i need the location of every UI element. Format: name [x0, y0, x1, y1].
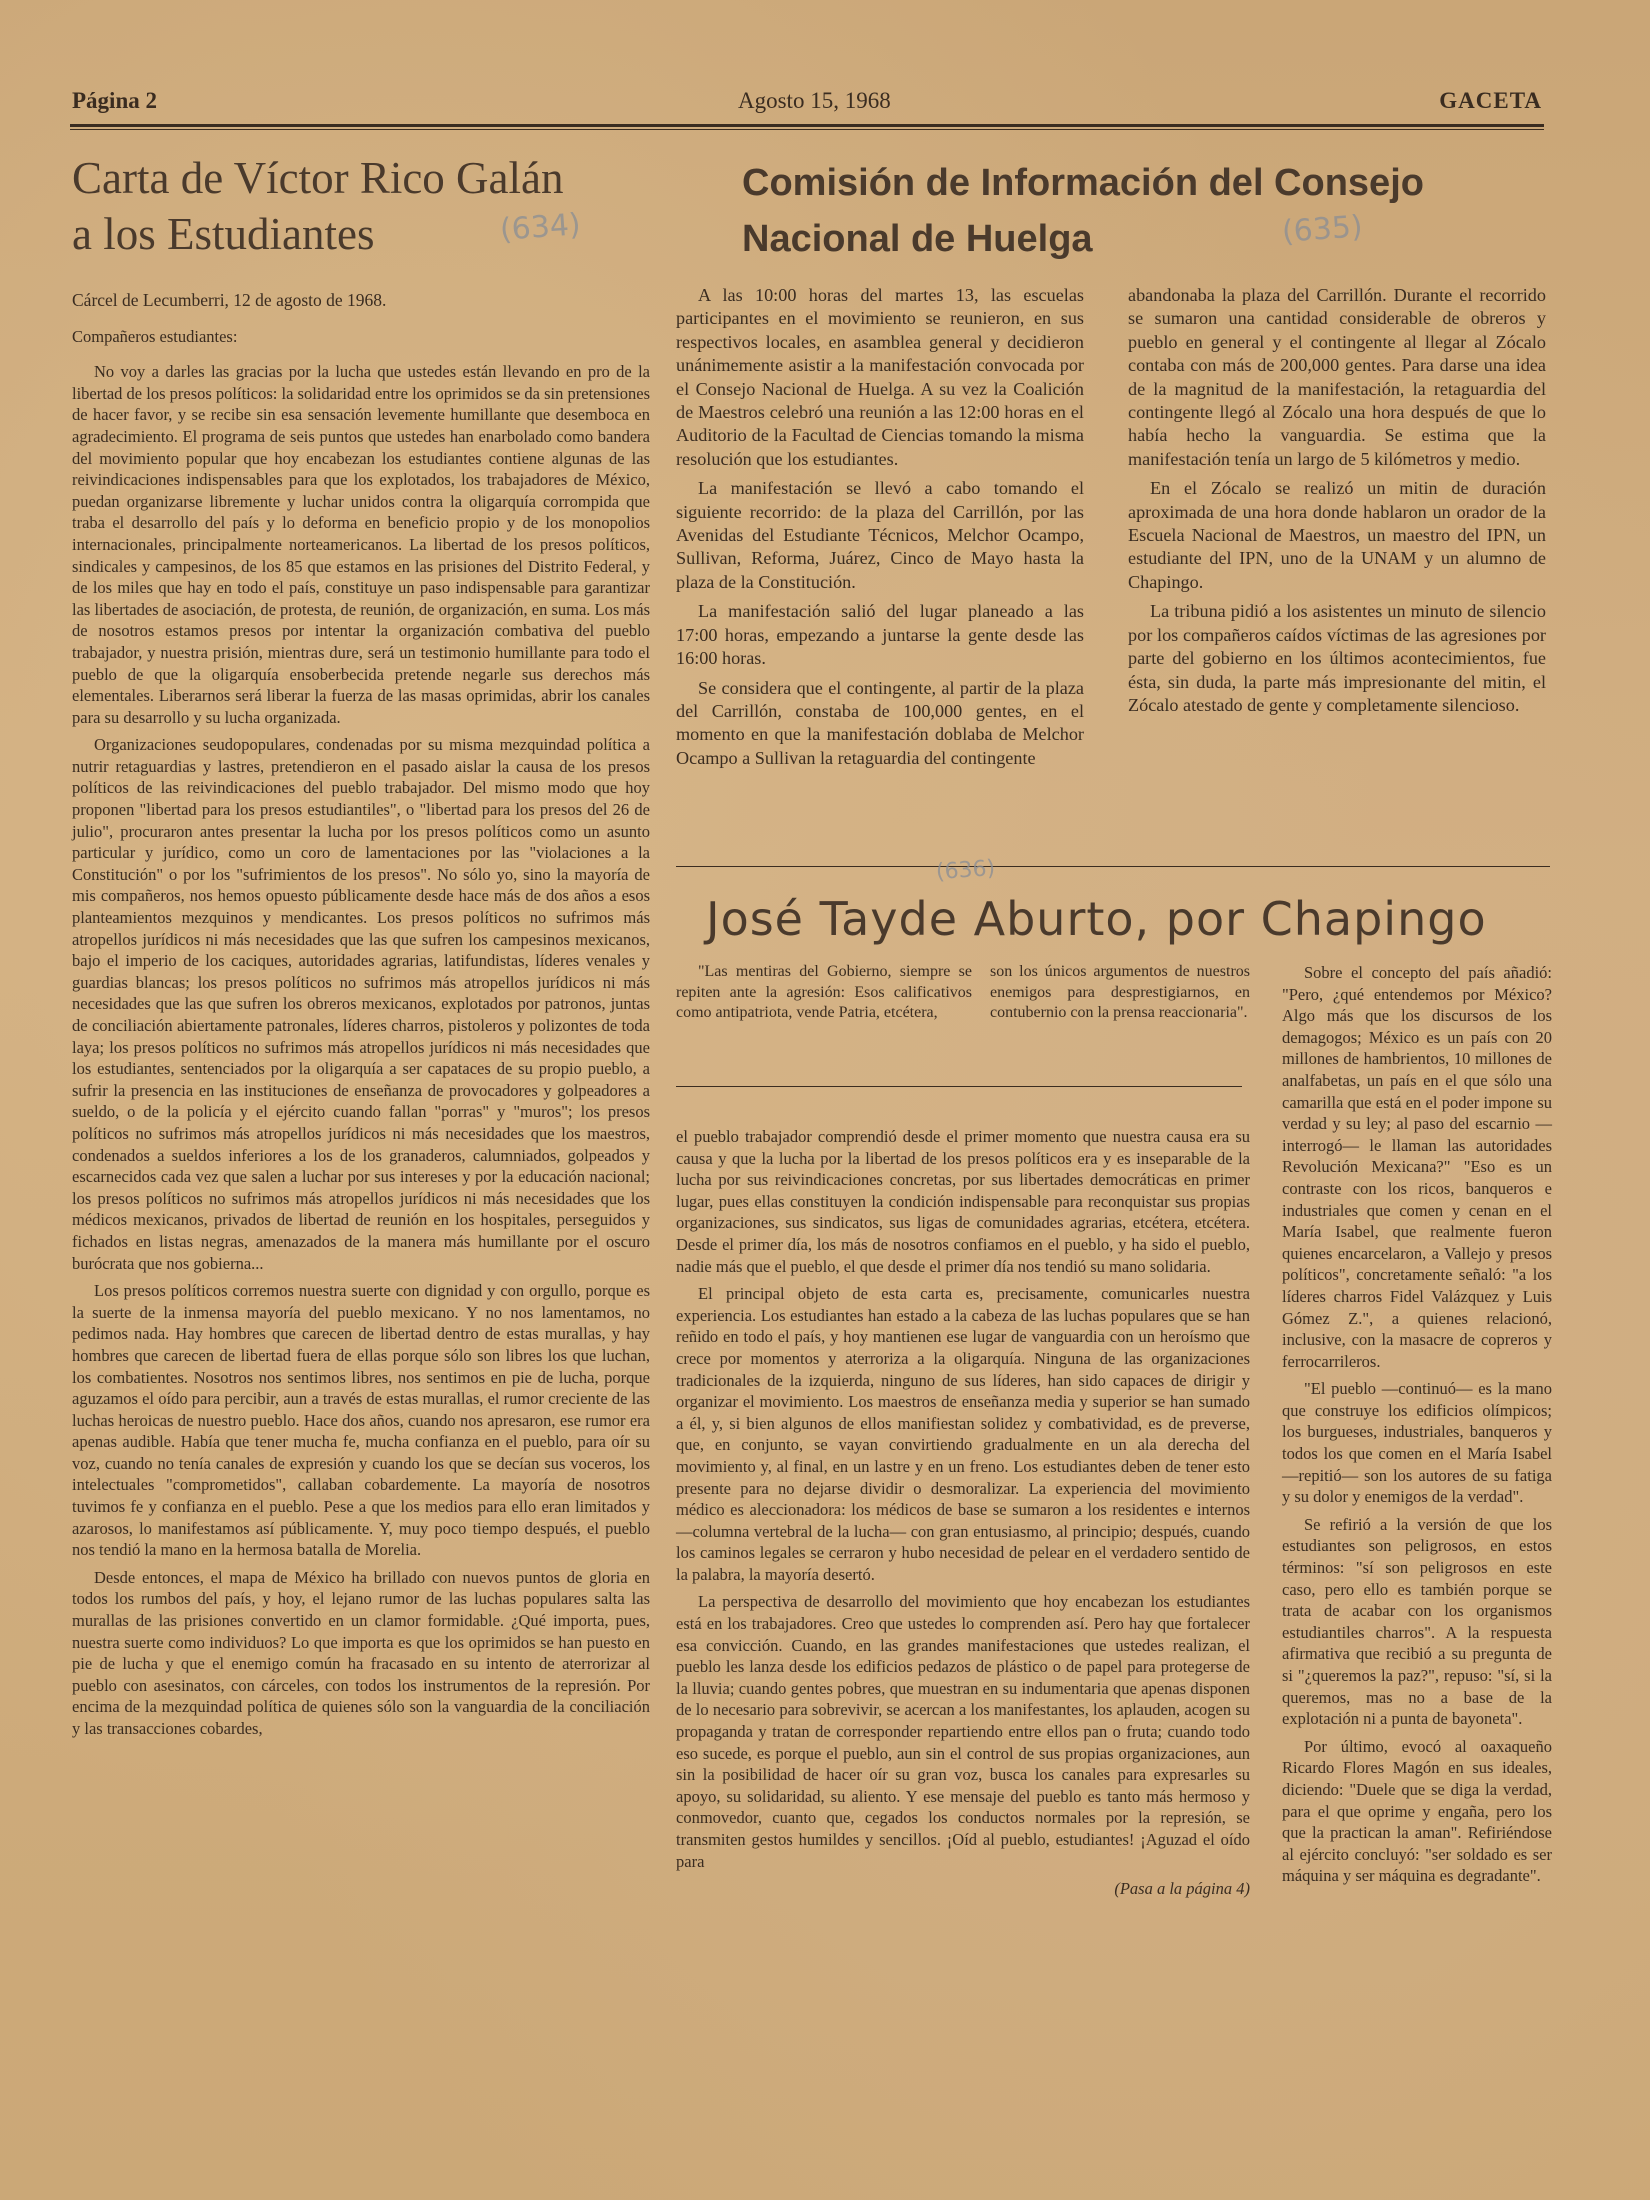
article-title-carta: [72, 150, 672, 262]
header-rule-thin: [70, 129, 1544, 130]
tayde-quote-1: [676, 962, 972, 1030]
carta-continuation: [676, 1126, 1250, 1906]
pencil-annotation: (636): [935, 855, 996, 886]
salutation: Compañeros estudiantes:: [72, 326, 238, 346]
masthead-name: GACETA: [1439, 88, 1542, 113]
paragraph: abandonaba la plaza del Carrillón. Durante el recorrido se sumaron una cantidad considerable de obreros y pueblo en general y el contingente al llegar al Zócalo contaba con más de 200,000 gentes. Para darse una idea de la magnitud de la manifestación, la retaguardia del contingente llegó al Zócalo una hora después de que lo había hecho la vanguardia. Se estima que la manifestación tenía un largo de 5 kilómetros y medio.: [1128, 285, 1546, 469]
paragraph: A las 10:00 horas del martes 13, las escuelas participantes en el movimiento se reunieron, en sus respectivos locales, en asamblea general y decidieron unánimemente asistir a la manifestación convocada por el Consejo Nacional de Huelga. A su vez la Coalición de Maestros celebró una reunión a las 12:00 horas en el Auditorio de la Facultad de Ciencias tomando la misma resolución que los estudiantes.: [676, 285, 1084, 469]
paragraph: el pueblo trabajador comprendió desde el primer momento que nuestra causa era su causa y que la lucha por la libertad de los presos políticos era y es inseparable de la lucha por sus reivindicaciones concretas, por sus libertades democráticas en primer lugar, pues ellas constituyen la condición indispensable para reconquistar sus propias organizaciones, sus sindicatos, sus ligas de comunidades agrarias, etcétera, etcétera. Desde el primer día, los más de nosotros confiamos en el pueblo, y ha sido el pueblo, nadie más que el pueblo, el que desde el primer día nos tendió su mano solidaria.: [676, 1127, 1250, 1276]
paragraph: El principal objeto de esta carta es, precisamente, comunicarles nuestra experiencia. Los estudiantes han estado a la cabeza de las luchas populares que se han reñido en todo el país, y hoy mantienen ese lugar de vanguardia con un heroísmo que crece por momentos y aterroriza a la oligarquía. Ninguna de las organizaciones tradicionales de la izquierda, ninguno de sus líderes, han sido capaces de dirigir y organizar el movimiento. Los maestros de enseñanza media y superior se han sumado a él, y, si bien algunos de ellos manifiestan solidez y combatividad, es de preverse, que, en conjunto, se vayan convirtiendo gradualmente en un ala derecha del movimiento y, al final, en un lastre y en un freno. Los estudiantes deben de tener esto presente para no dejarse dividir o desmoralizar. La experiencia del movimiento médico es aleccionadora: los médicos de base se sumaron a los residentes e internos —columna vertebral de la lucha— con gran entusiasmo, al principio; después, cuando los caminos legales se cerraron y hubo necesidad de pelear en el verdadero sentido de la palabra, la mayoría desertó.: [676, 1284, 1250, 1584]
paragraph: Desde entonces, el mapa de México ha brillado con nuevos puntos de gloria en todos los rumbos del país, y hoy, el lejano rumor de las luchas populares salta las murallas de las prisiones convertido en un clamor formidable. ¿Qué importa, pues, nuestra suerte como individuos? Lo que importa es que los oprimidos se han puesto en pie de lucha y que el enemigo común ha fracasado en su intento de aterrorizar al pueblo con asesinatos, con cárceles, con todos los instrumentos de la represión. Por encima de la mezquindad política de quienes sólo son la vanguardia de la conciliación y las transacciones cobardes,: [72, 1567, 650, 1738]
paragraph: son los únicos argumentos de nuestros enemigos para desprestigiarnos, en contubernio con la prensa reaccionaria".: [990, 963, 1250, 1021]
issue-date: Agosto 15, 1968: [738, 88, 891, 113]
paragraph: Se refirió a la versión de que los estudiantes son peligrosos, en estos términos: "sí son peligrosos en este caso, pero ello es también porque se trata de acabar con los organismos estudiantiles charros". A la respuesta afirmativa que recibió a su pregunta de si "¿queremos la paz?", repuso: "sí, si la queremos, mas no a base de la explotación ni a punta de bayoneta".: [1282, 1514, 1552, 1729]
paragraph: Organizaciones seudopopulares, condenadas por su misma mezquindad política a nutrir retaguardias y lastres, pretendieron en el pasado aislar la causa de los presos políticos de las reivindicaciones del pueblo trabajador. Del mismo modo que hoy proponen "libertad para los presos estudiantiles", o "libertad para los presos del 26 de julio", procuraron antes presentar la lucha por los presos políticos como un asunto particular y jurídico, como un coro de lamentaciones por las "violaciones a la Constitución" o por los "sufrimientos de los presos". No sólo yo, sino la mayoría de mis compañeros, nos hemos opuesto públicamente desde hace más de dos años a esos planteamientos mezquinos y mendicantes. Los presos políticos no sufrimos más atropellos jurídicos ni más necesidades que las que sufren los campesinos mexicanos, bajo el imperio de los caciques, autoridades agrarias, latifundistas, líderes venales y guardias blancas; los presos políticos no sufrimos más atropellos jurídicos ni más necesidades que las que sufren los obreros mexicanos, explotados por patronos, juntas de conciliación abiertamente patronales, líderes charros, pistoleros y polizontes de toda laya; los presos políticos no sufrimos más atropellos jurídicos ni más necesidades que los estudiantes, sentenciados por la oligarquía a ser capataces de su propio pueblo, a sufrir la presencia en las instituciones de enseñanza de provocadores y golpeadores a sueldo, o de la policía y el ejército cuando fallan "porras" y "muros"; los presos políticos no sufrimos más atropellos jurídicos ni más necesidades que los maestros, condenados a sueldos inferiores a los de los granaderos, calumniados, golpeados y escarnecidos cada vez que salen a luchar por sus intereses y por la educación nacional; los presos políticos no sufrimos más atropellos jurídicos ni más necesidades que los médicos mexicanos, privados de libertad de reunión en los hospitales, perseguidos y fichados en listas negras, amenazados de la manera más humillante por el oscuro burócrata que nos gobierna...: [72, 735, 650, 1273]
section-divider: [676, 1086, 1242, 1087]
paragraph: No voy a darles las gracias por la lucha que ustedes están llevando en pro de la libertad de los presos políticos: la solidaridad entre los oprimidos se da sin pretensiones de hacer favor, y se recibe sin esa sensación levemente humillante que desemboca en agradecimiento. El programa de seis puntos que ustedes han enarbolado como bandera del movimiento popular que hoy encabezan los estudiantes contiene algunas de las reivindicaciones indispensables para que los explotados, los trabajadores de México, puedan organizarse libremente y luchar unidos contra la oligarquía corrompida que traba el desarrollo del país y lo deforma en beneficio propio y de los monopolios internacionales, principalmente norteamericanos. La libertad de los presos políticos, sindicales y campesinos, de los 85 que estamos en las prisiones del Distrito Federal, y de los miles que hay en todo el país, constituye un paso indispensable para garantizar las libertades de asociación, de protesta, de reunión, de organización, en suma. Los más de nosotros estamos presos por intentar la organización combativa del pueblo trabajador, y nuestra prisión, mientras dure, será un testimonio humillante para todo el pueblo de que la oligarquía ensoberbecida pretende negarle sus derechos más elementales. Liberarnos será liberar la fuerza de las masas oprimidas, abrir los canales para su desarrollo y su lucha organizada.: [72, 362, 650, 727]
jump-line: (Pasa a la página 4): [1114, 1879, 1250, 1899]
section-divider: [676, 866, 1550, 867]
dateline: Cárcel de Lecumberri, 12 de agosto de 1968.: [72, 290, 387, 310]
paragraph: Sobre el concepto del país añadió: "Pero, ¿qué entendemos por México? Algo más que los discursos de los demagogos; México es un país con 20 millones de hambrientos, 10 millones de analfabetas, un país en el que sólo una camarilla que está en el poder impone su verdad y su ley; al paso del escarnio —interrogó— le llaman las autoridades Revolución Mexicana?" "Eso es un contraste con los ricos, banqueros e industriales que comen y cenan en el María Isabel, que realmente fueron quienes encarcelaron, a Vallejo y presos políticos", concretamente señaló: "a los líderes charros Fidel Valázquez y Luis Gómez Z.", a quienes relacionó, inclusive, con la masacre de copreros y ferrocarrileros.: [1282, 963, 1552, 1371]
page-number: Página 2: [72, 88, 157, 113]
paragraph: Por último, evocó al oaxaqueño Ricardo Flores Magón en sus ideales, diciendo: "Duele que se diga la verdad, para el que oprime y engaña, pero los que la practican la aman". Refiriéndose al ejército concluyó: "ser soldado es ser máquina y ser máquina es degradante".: [1282, 1736, 1552, 1886]
paragraph: Se considera que el contingente, al partir de la plaza del Carrillón, constaba de 100,000 gentes, en el momento en que la manifestación doblaba de Melchor Ocampo a Sullivan la retaguardia del contingente: [676, 677, 1084, 768]
paragraph: La manifestación se llevó a cabo tomando el siguiente recorrido: de la plaza del Carrillón, por las Avenidas del Estudiante Técnicos, Melchor Ocampo, Sullivan, Reforma, Juárez, Cinco de Mayo hasta la plaza de la Constitución.: [676, 478, 1084, 592]
article-title-tayde: José Tayde Aburto, por Chapingo: [706, 892, 1487, 946]
title-line: Nacional de Huelga: [742, 218, 1093, 260]
article-title-comision: [742, 155, 1522, 267]
comision-column-1: [676, 284, 1084, 776]
paragraph: "El pueblo —continuó— es la mano que construye los edificios olímpicos; los burgueses, industriales, banqueros y todos los que comen en el María Isabel —repitió— son los autores de su fatiga y su dolor y enemigos de la verdad".: [1282, 1379, 1552, 1507]
carta-column: [72, 290, 650, 1746]
paragraph: "Las mentiras del Gobierno, siempre se repiten ante la agresión: Esos calificativos como antipatriota, vende Patria, etcétera,: [676, 963, 972, 1021]
tayde-quote-2: [990, 962, 1250, 1030]
pencil-annotation: (635): [1280, 209, 1364, 250]
pencil-annotation: (634): [498, 207, 582, 248]
title-line: Comisión de Información del Consejo: [742, 162, 1424, 204]
header-rule: [70, 124, 1544, 127]
paragraph: La manifestación salió del lugar planeado a las 17:00 horas, empezando a juntarse la gente desde las 16:00 horas.: [676, 601, 1084, 669]
paragraph: Los presos políticos corremos nuestra suerte con dignidad y con orgullo, porque es la suerte de la inmensa mayoría del pueblo mexicano. Y no nos lamentamos, no pedimos nada. Hay hombres que carecen de libertad dentro de estas murallas, y hay hombres que carecen de libertad fuera de ellas porque sólo son libres los que luchan, los combatientes. Nosotros nos sentimos libres, nos sentimos en pie de lucha, porque aguzamos el oído para percibir, aun a través de estas murallas, el rumor creciente de las luchas heroicas de nuestro pueblo. Hace dos años, cuando nos apresaron, ese rumor era apenas audible. Había que tener mucha fe, mucha confianza en el pueblo, para oír su voz, cuando no tenía canales de expresión y cuando los que se decían sus voceros, los intelectuales "comprometidos", callaban cobardemente. La mayoría de nosotros tuvimos fe y confianza en el pueblo. Pese a que los medios para ello eran limitados y azarosos, lo manifestamos así públicamente. Y, muy poco tiempo después, el pueblo nos tendió la mano en la hermosa batalla de Morelia.: [72, 1281, 650, 1560]
paragraph: En el Zócalo se realizó un mitin de duración aproximada de una hora donde hablaron un orador de la Escuela Nacional de Maestros, un maestro del IPN, un estudiante del IPN, uno de la UNAM y un alumno de Chapingo.: [1128, 478, 1546, 592]
tayde-column: [1282, 962, 1552, 1893]
title-line: a los Estudiantes: [72, 209, 375, 259]
title-line: Carta de Víctor Rico Galán: [72, 153, 564, 203]
paragraph: La tribuna pidió a los asistentes un minuto de silencio por los compañeros caídos víctimas de las agresiones por parte del gobierno en los últimos acontecimientos, fue ésta, sin duda, la parte más impresionante del mitin, el Zócalo atestado de gente y completamente silencioso.: [1128, 601, 1546, 715]
paragraph: La perspectiva de desarrollo del movimiento que hoy encabezan los estudiantes está en los trabajadores. Creo que ustedes lo comprenden así. Pero hay que fortalecer esa convicción. Cuando, en las grandes manifestaciones que ustedes realizan, el pueblo les lanza desde los edificios pedazos de plástico o de papel para protegerse de la lluvia; cuando gentes pobres, que muestran en su indumentaria que apenas disponen de lo necesario para sobrevivir, se acercan a los manifestantes, los aplauden, acogen su propaganda y tratan de corresponder repartiendo entre ellos pan o fruta; cuando todo eso sucede, es porque el pueblo, aun sin el control de sus propias organizaciones, aun sin la posibilidad de hacer oír su gran voz, busca los canales para expresarles su apoyo, su solidaridad, su aliento. Y ese mensaje del pueblo es tanto más hermoso y conmovedor, cuanto que, cegados los conductos normales por la represión, se transmiten gestos humildes y sencillos. ¡Oíd al pueblo, estudiantes! ¡Aguzad el oído para: [676, 1592, 1250, 1871]
comision-column-2: [1128, 284, 1546, 723]
